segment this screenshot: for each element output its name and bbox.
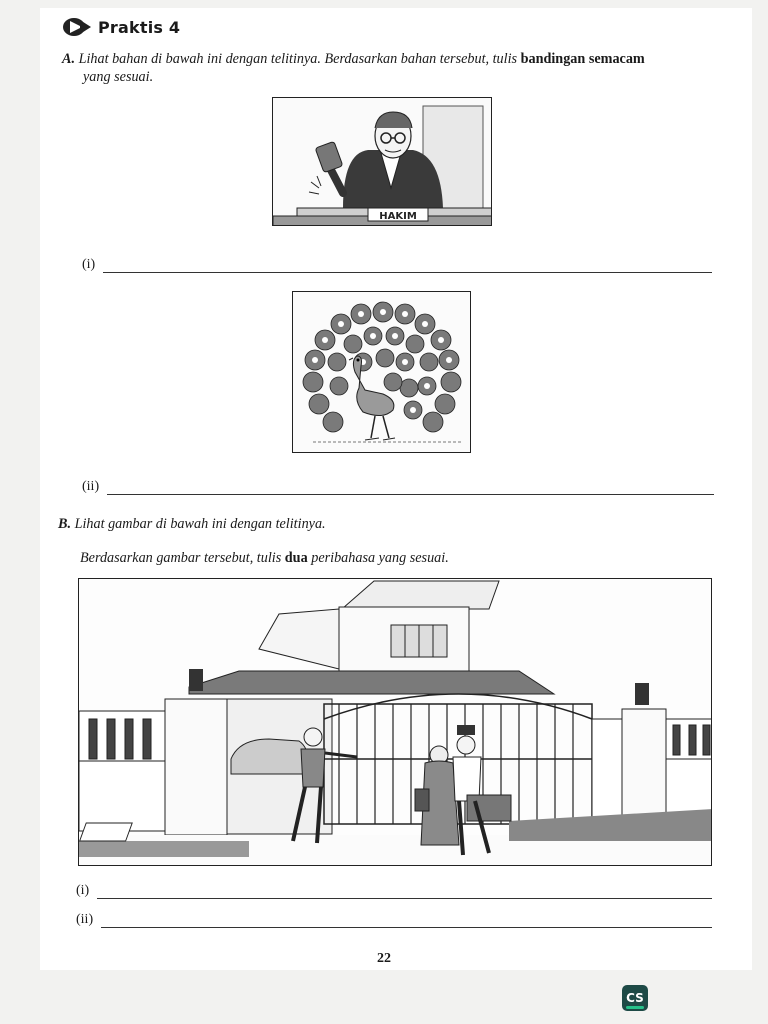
answer-b-i[interactable]	[76, 883, 712, 899]
section-a-label: A.	[62, 51, 76, 67]
answer-b-i-label: (i)	[76, 883, 90, 898]
section-a-instruction-bold: bandingan semacam	[520, 51, 645, 67]
section-b-instruction2-text: Berdasarkan gambar tersebut, tulis	[80, 550, 282, 566]
answer-b-ii-label: (ii)	[76, 912, 94, 927]
answer-b-ii-line[interactable]	[101, 927, 712, 928]
answer-a-i[interactable]	[82, 257, 712, 273]
section-b-instruction	[58, 516, 326, 533]
answer-b-i-line[interactable]	[97, 898, 712, 899]
house-drawing	[79, 579, 712, 866]
judge-drawing	[273, 98, 492, 226]
section-a-instruction-text: Lihat bahan di bawah ini dengan telitinya. Berdasarkan bahan tersebut, tulis	[78, 51, 518, 67]
section-b-instruction-2	[80, 550, 449, 567]
arrow-badge-icon	[62, 17, 92, 37]
section-b-instruction2-end: peribahasa yang sesuai.	[311, 550, 449, 566]
section-a-instruction	[62, 50, 712, 86]
section-b-instruction2-bold: dua	[284, 550, 308, 566]
house-scene-illustration	[78, 578, 712, 866]
answer-a-i-line[interactable]	[103, 272, 712, 273]
answer-a-ii[interactable]	[82, 479, 714, 495]
section-b-instruction-text: Lihat gambar di bawah ini dengan telitinya.	[74, 516, 326, 532]
judge-illustration	[272, 97, 492, 226]
section-b-label: B.	[58, 516, 72, 532]
practice-header	[62, 17, 180, 37]
camscanner-logo-icon: CS	[622, 985, 648, 1011]
peacock-illustration	[292, 291, 471, 453]
practice-title: Praktis 4	[98, 17, 181, 37]
page-number: 22	[377, 951, 391, 966]
answer-b-ii[interactable]	[76, 912, 712, 928]
answer-a-ii-label: (ii)	[82, 479, 100, 494]
section-a-instruction-end: yang sesuai.	[83, 69, 154, 85]
answer-a-ii-line[interactable]	[107, 494, 714, 495]
peacock-drawing	[293, 292, 471, 453]
judge-nameplate: HAKIM	[379, 211, 417, 222]
answer-a-i-label: (i)	[82, 257, 96, 272]
